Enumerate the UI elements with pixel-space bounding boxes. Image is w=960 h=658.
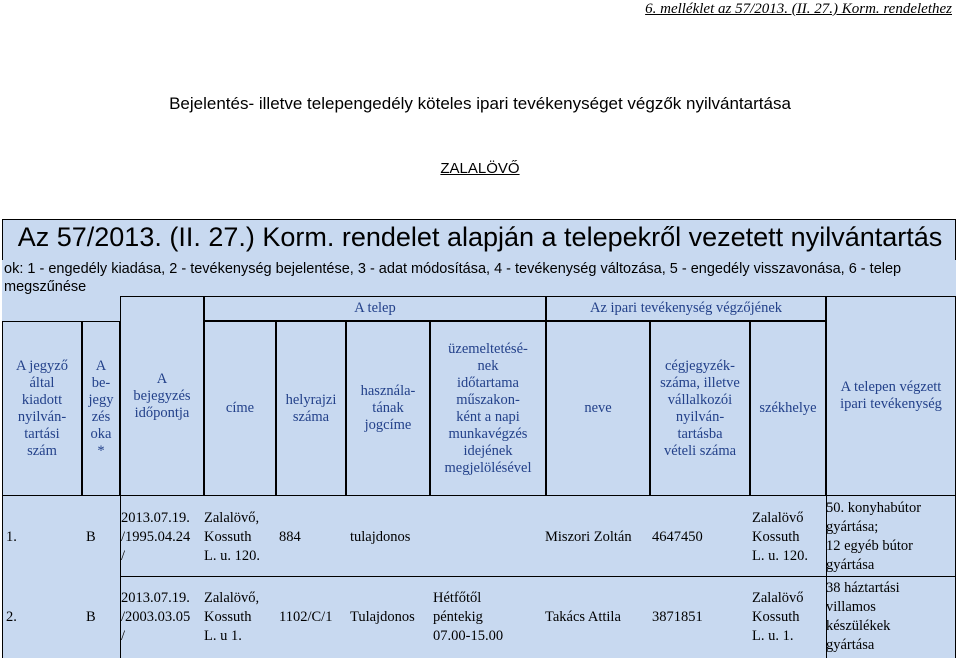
header-line: nyilván- [17,408,67,425]
header-operating-hours [430,321,546,496]
cell-line: L. u. 120. [204,547,260,564]
row-1-activity [826,498,921,576]
row-2-address [204,577,259,657]
cell-line: Kossuth [752,608,800,625]
header-group-operator [546,296,826,321]
header-date [120,296,204,496]
row-1-address [204,498,260,576]
row-1-date [121,498,190,576]
cell-line: Zalalövő [752,509,804,526]
row-2-title-of-use: Tulajdonos [350,608,415,625]
cell-line: Zalalövő, [204,509,260,526]
cell-line: 38 háztartási [826,580,900,596]
cell-line: Zalalövő, [204,589,260,606]
header-line: A jegyző [16,357,68,374]
row-2-activity [826,577,900,657]
row-2-company-reg: 3871851 [652,608,703,625]
header-line: A telepen végzett [840,379,942,395]
header-name [546,321,650,496]
cell-line: Kossuth [204,608,252,625]
header-line: zés [91,408,111,425]
header-line: szám [27,442,57,459]
cell-line: gyártása; [826,519,879,535]
row-1-seat [752,498,808,576]
cell-line: gyártása [826,637,875,653]
row-2-operating-hours [433,577,503,657]
header-line: használa- [360,383,416,399]
locality-name: ZALALÖVŐ [440,160,520,177]
header-parcel [276,321,346,496]
cell-line: gyártása [826,557,875,573]
reason-legend: ok: 1 - engedély kiadása, 2 - tevékenység bejelentése, 3 - adat módosítása, 4 - tevékenység változása, 5 - engedély visszavonása, 6 - telep megszűnése [4,261,902,295]
header-line: jegy [88,391,114,408]
cell-line: L. u. 1. [752,627,794,644]
header-line: A [156,370,168,387]
header-seat [750,321,826,496]
row-1-name: Miszori Zoltán [545,528,632,545]
cell-line: villamos [826,599,876,615]
header-line: száma, illetve [660,374,740,391]
row-2-reason: B [86,608,96,625]
seat-label: székhelye [759,400,817,416]
cell-line: /1995.04.24 [121,528,191,545]
header-line: ként a napi [456,408,520,425]
cell-line: L. u 1. [204,627,242,644]
cell-line: készülékek [826,618,891,634]
cell-line: Kossuth [752,528,800,545]
cell-line: Kossuth [204,528,252,545]
header-line: helyrajzi [285,391,337,408]
header-line: üzemeltetésé- [448,340,528,357]
header-line: időpontja [134,404,190,421]
header-line: műszakon- [456,391,520,408]
row-2-name: Takács Attila [545,608,621,625]
header-line: vételi száma [663,442,737,459]
group-operator-label: Az ipari tevékenység végzőjének [589,300,783,316]
header-line: nyilván- [675,408,725,425]
row-2-seat [752,577,804,657]
header-line: cégjegyzék- [664,357,736,374]
header-line: nek [477,357,499,374]
header-group-site [204,296,546,321]
cell-line: / [121,547,126,564]
header-line: idejének [463,442,513,459]
header-line: vállalkozói [667,391,733,408]
cell-line: L. u. 120. [752,547,808,564]
header-line: tartási [24,425,60,442]
header-line: oka [90,425,112,442]
header-line: tának [372,400,404,416]
header-reg-no [2,321,82,496]
header-reason [82,321,120,496]
row-2-parcel: 1102/C/1 [279,608,333,625]
row-1-company-reg: 4647450 [652,528,703,545]
header-activity [826,296,956,496]
row-1-reg-no: 1. [6,528,17,545]
name-label: neve [584,400,612,416]
header-company-reg [650,321,750,496]
cell-line: 50. konyhabútor [826,500,922,516]
group-site-label: A telep [354,300,396,316]
header-line: ipari tevékenység [840,396,942,412]
header-line: bejegyzés [133,387,191,404]
cell-line: 07.00-15.00 [433,627,504,644]
cell-line: /2003.03.05 [121,608,191,625]
header-line: tartásba [677,425,723,442]
address-label: címe [225,400,255,416]
header-line: megjelölésével [444,459,532,476]
header-line: munkavégzés [448,425,528,442]
row-1-title-of-use: tulajdonos [350,528,411,545]
cell-line: Hétfőtől [433,589,482,606]
header-line: időtartama [456,374,519,391]
cell-line: 2013.07.19. [121,509,190,526]
header-line: jogcíme [364,417,412,433]
document-title: Bejelentés- illetve telepengedély köteles ipari tevékenységet végzők nyilvántartása [169,94,791,113]
cell-line: / [121,627,126,644]
row-1-parcel: 884 [279,528,301,545]
header-line: A [95,357,107,374]
cell-line: Zalalövő [752,589,804,606]
header-line: által [29,374,55,391]
header-line: be- [91,374,111,391]
row-1-reason: B [86,528,96,545]
row-2-date [121,577,190,657]
cell-line: 2013.07.19. [121,589,190,606]
cell-line: péntekig [433,608,483,625]
header-line: száma [292,408,330,425]
header-line: * [97,442,105,459]
header-title-of-use [346,321,430,496]
row-2-reg-no: 2. [6,608,17,625]
header-line: kiadott [21,391,63,408]
header-address [204,321,276,496]
cell-line: 12 egyéb bútor [826,538,913,554]
annex-title: 6. melléklet az 57/2013. (II. 27.) Korm. rendelethez [645,1,952,17]
register-title: Az 57/2013. (II. 27.) Korm. rendelet alapján a telepekről vezetett nyilvántartás [17,222,943,252]
